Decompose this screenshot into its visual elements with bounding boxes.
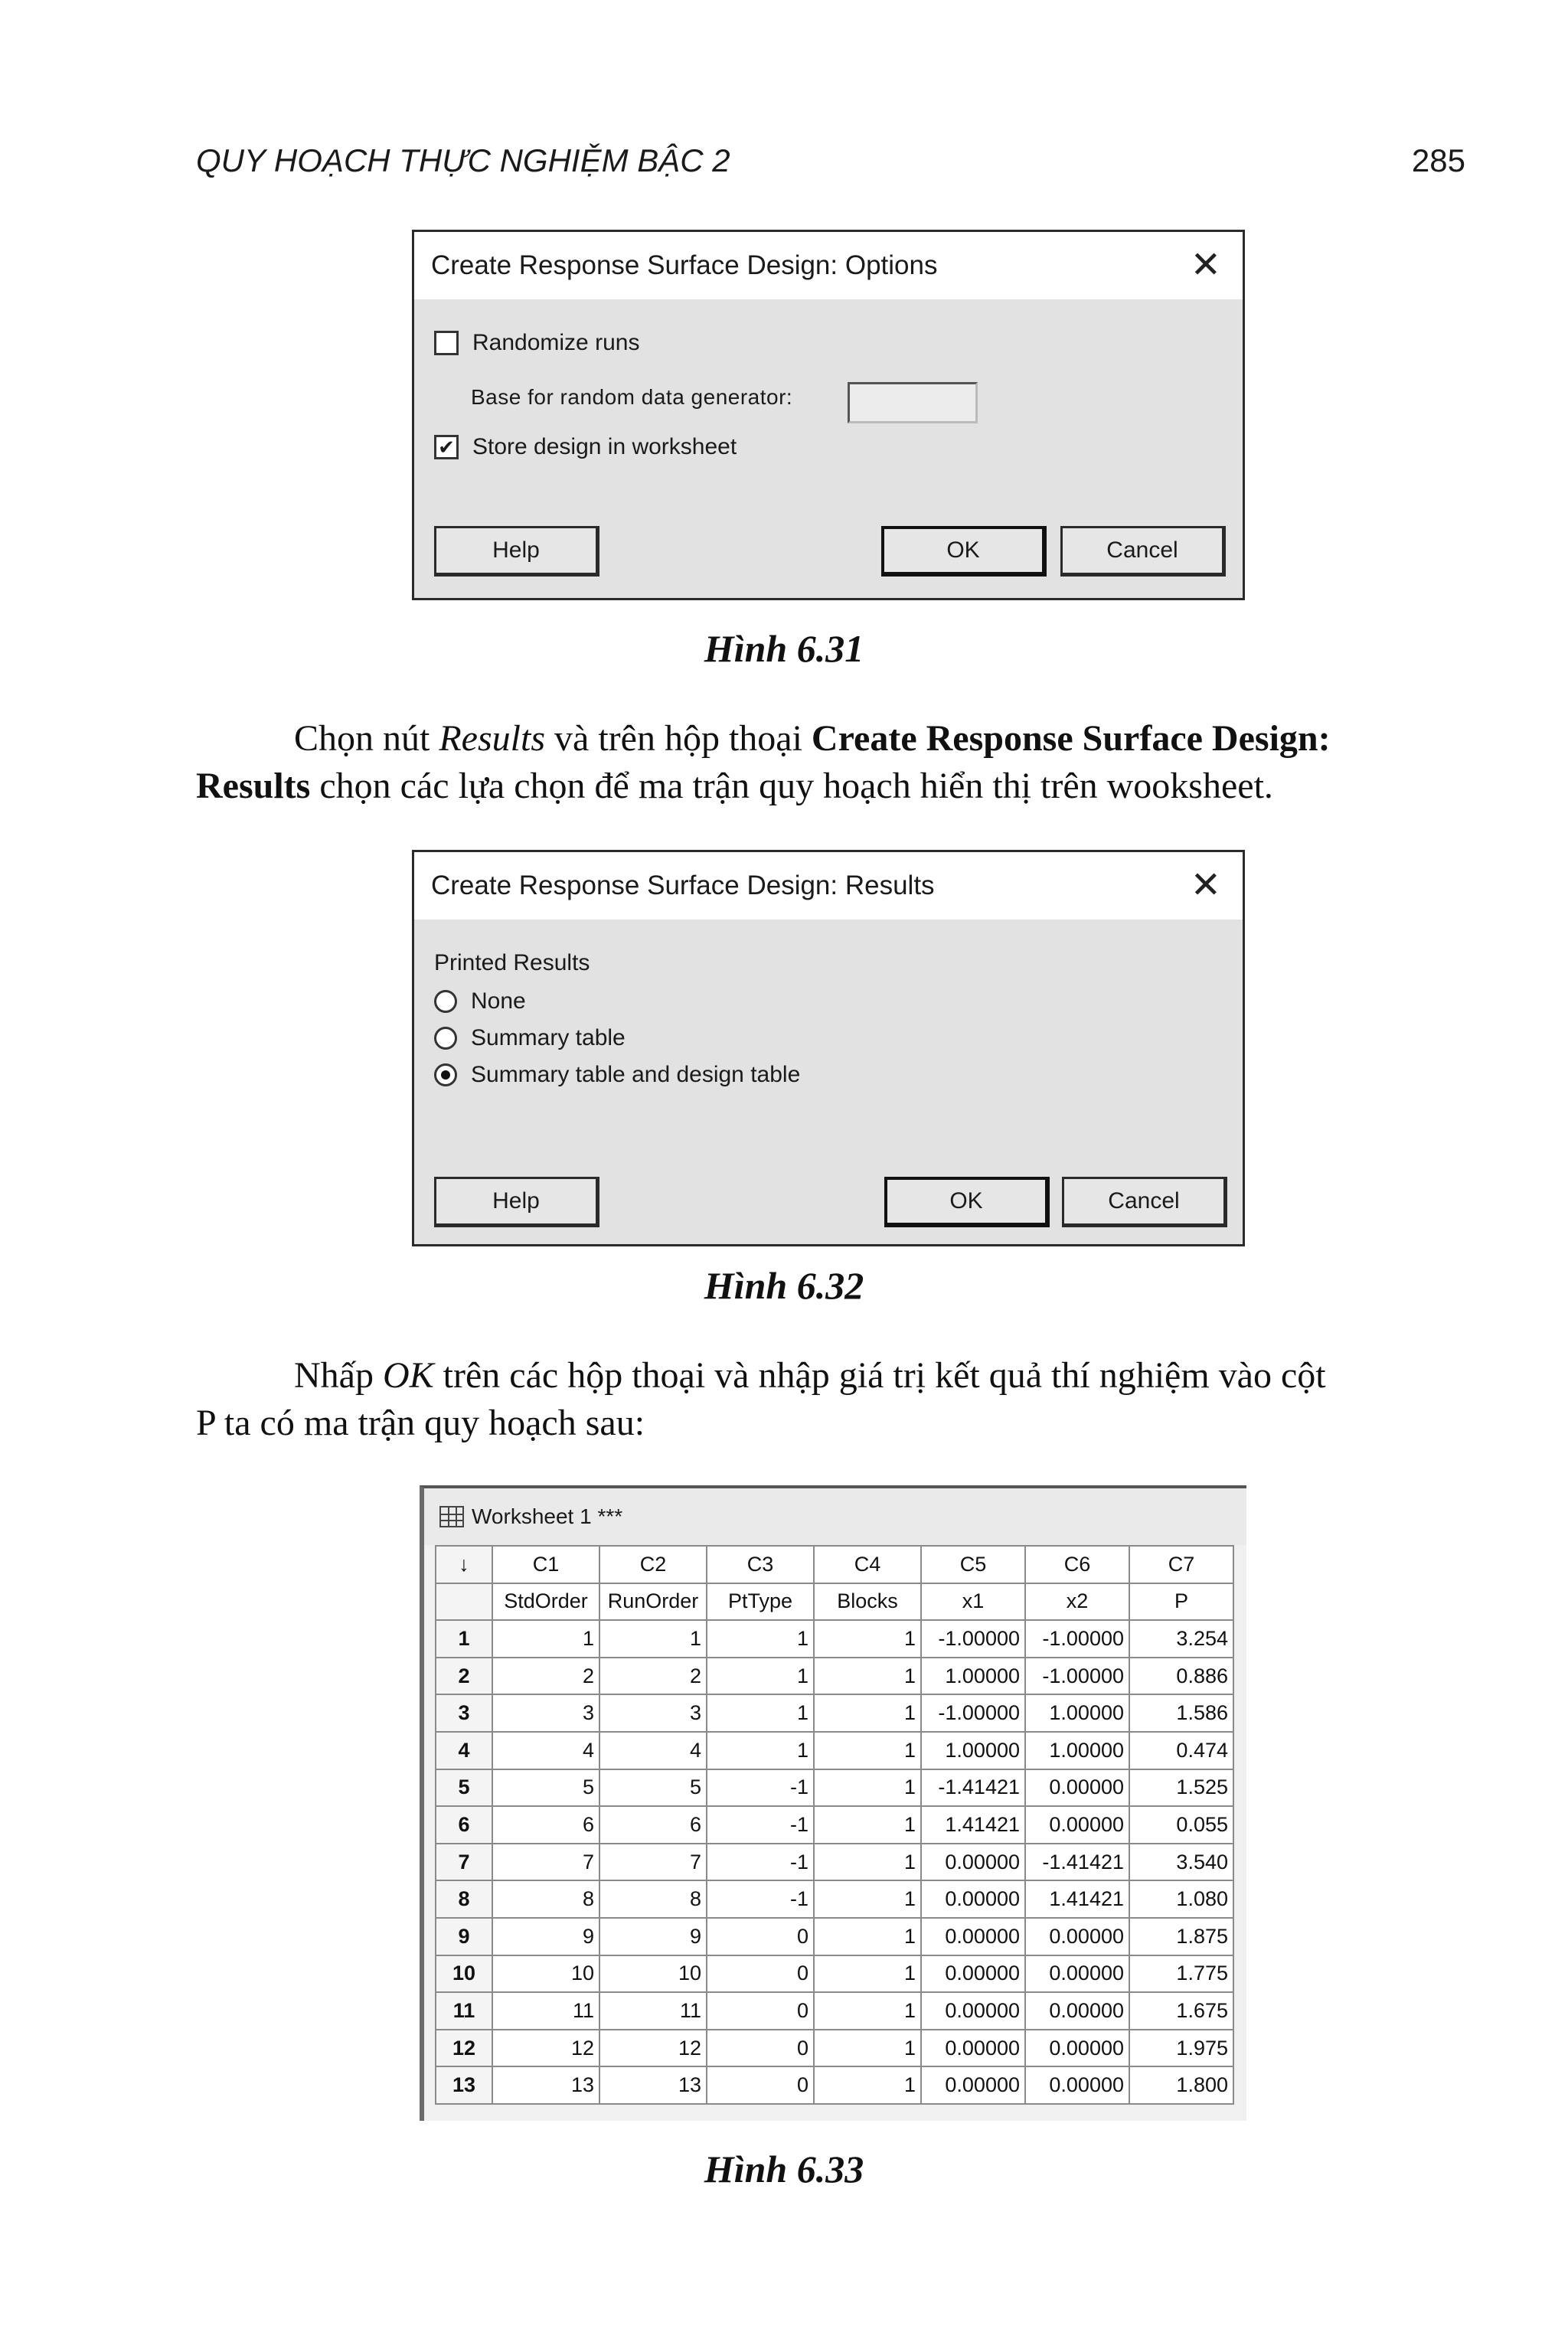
table-cell[interactable]: -1.00000 [1025,1658,1129,1695]
figure-caption-631: Hình 6.31 [704,627,864,670]
table-row [436,1732,1233,1769]
table-cell[interactable]: 0.00000 [921,1880,1025,1918]
table-cell[interactable]: 0.00000 [921,1955,1025,1993]
table-row [436,1694,1233,1732]
table-cell[interactable]: 12 [599,2030,707,2067]
table-cell[interactable]: 1.800 [1129,2066,1233,2104]
column-name[interactable]: Blocks [814,1583,921,1621]
table-cell[interactable]: -1.00000 [1025,1620,1129,1658]
table-row [436,1806,1233,1844]
table-cell[interactable]: 1 [814,1955,921,1993]
ok-button[interactable]: OK [884,1177,1050,1227]
row-number[interactable]: 1 [436,1620,492,1658]
close-icon[interactable]: ✕ [1190,245,1221,286]
check-mark-icon: ✔ [438,436,455,459]
table-cell[interactable]: 1 [814,1694,921,1732]
column-id[interactable]: C2 [599,1546,707,1583]
table-row [436,1955,1233,1993]
column-id[interactable]: C6 [1025,1546,1129,1583]
table-cell[interactable]: 13 [492,2066,599,2104]
table-row [436,1658,1233,1695]
store-design-label: Store design in worksheet [472,434,737,459]
worksheet-table[interactable] [435,1545,1234,2105]
radio-icon[interactable] [434,1027,457,1050]
table-cell[interactable]: 8 [492,1880,599,1918]
table-cell[interactable]: 5 [599,1769,707,1807]
table-cell[interactable]: 1 [814,1918,921,1955]
table-cell[interactable]: -1.00000 [921,1694,1025,1732]
column-name[interactable]: RunOrder [599,1583,707,1621]
column-id[interactable]: C1 [492,1546,599,1583]
radio-none[interactable] [434,988,526,1014]
table-cell[interactable]: 1 [814,1992,921,2030]
table-cell[interactable]: 4 [492,1732,599,1769]
row-number[interactable]: 5 [436,1769,492,1807]
column-id[interactable]: C4 [814,1546,921,1583]
options-dialog [412,230,1245,600]
radio-none-label: None [471,988,526,1014]
worksheet-grid-icon [439,1506,464,1527]
table-cell[interactable]: -1 [707,1769,814,1807]
paragraph-line: Results chọn các lựa chọn để ma trận quy hoạch hiển thị trên wooksheet. [196,766,1273,806]
worksheet-titlebar [424,1488,1246,1545]
table-cell[interactable]: 0.00000 [921,1992,1025,2030]
results-dialog-title: Create Response Surface Design: Results [431,871,935,900]
column-id[interactable]: C7 [1129,1546,1233,1583]
table-cell[interactable]: 0.886 [1129,1658,1233,1695]
cancel-button[interactable]: Cancel [1060,526,1226,577]
table-cell[interactable]: 1 [492,1620,599,1658]
paragraph-ok [196,1352,1467,1447]
table-row [436,1880,1233,1918]
paragraph-results [196,715,1467,810]
column-name[interactable]: PtType [707,1583,814,1621]
row-number[interactable]: 10 [436,1955,492,1993]
table-cell[interactable]: 1 [599,1620,707,1658]
page-number: 285 [1411,142,1465,178]
row-number[interactable]: 11 [436,1992,492,2030]
radio-summary-design-label: Summary table and design table [471,1062,801,1087]
row-number[interactable]: 4 [436,1732,492,1769]
help-button[interactable]: Help [434,526,599,577]
table-cell[interactable]: 0.00000 [1025,2066,1129,2104]
table-cell[interactable]: 1.00000 [921,1732,1025,1769]
table-cell[interactable]: 11 [492,1992,599,2030]
options-dialog-title: Create Response Surface Design: Options [431,250,938,280]
base-generator-row [471,385,792,410]
radio-summary-design-table[interactable] [434,1062,800,1088]
row-number[interactable]: 8 [436,1880,492,1918]
table-cell[interactable]: 1 [814,1658,921,1695]
table-cell[interactable]: -1.41421 [921,1769,1025,1807]
table-cell[interactable]: 1 [707,1694,814,1732]
table-cell[interactable]: 1 [814,1806,921,1844]
column-id-row [436,1546,1233,1583]
table-cell[interactable]: 0.055 [1129,1806,1233,1844]
results-dialog [412,850,1245,1246]
table-cell[interactable]: 7 [492,1844,599,1881]
table-cell[interactable]: 11 [599,1992,707,2030]
table-cell[interactable]: 5 [492,1769,599,1807]
column-name-corner [436,1583,492,1621]
table-cell[interactable]: 10 [599,1955,707,1993]
worksheet-title: Worksheet 1 *** [472,1504,623,1528]
table-cell[interactable]: 0.00000 [1025,1992,1129,2030]
table-cell[interactable]: 1 [707,1658,814,1695]
row-number[interactable]: 12 [436,2030,492,2067]
column-name[interactable]: x2 [1025,1583,1129,1621]
close-icon[interactable]: ✕ [1190,865,1221,906]
table-row [436,1918,1233,1955]
table-cell[interactable]: 1.586 [1129,1694,1233,1732]
table-cell[interactable]: 0.00000 [1025,1806,1129,1844]
table-cell[interactable]: 3.540 [1129,1844,1233,1881]
paragraph-line: Nhấp OK trên các hộp thoại và nhập giá trị kết quả thí nghiệm vào cột [294,1355,1326,1396]
radio-icon[interactable] [434,990,457,1013]
table-cell[interactable]: 12 [492,2030,599,2067]
table-cell[interactable]: 1 [707,1732,814,1769]
column-name-row [436,1583,1233,1621]
table-cell[interactable]: -1.41421 [1025,1844,1129,1881]
results-dialog-titlebar [414,852,1243,920]
table-cell[interactable]: 0.00000 [1025,1918,1129,1955]
paragraph-line: Chọn nút Results và trên hộp thoại Create Response Surface Design: [294,718,1331,759]
radio-summary-label: Summary table [471,1025,626,1050]
table-cell[interactable]: 1 [707,1620,814,1658]
table-cell[interactable]: 3 [599,1694,707,1732]
table-cell[interactable]: 8 [599,1880,707,1918]
printed-results-label: Printed Results [434,950,590,975]
table-cell[interactable]: 1.00000 [921,1658,1025,1695]
table-cell[interactable]: 0.00000 [1025,2030,1129,2067]
table-cell[interactable]: 1 [814,1620,921,1658]
table-cell[interactable]: 1 [814,1880,921,1918]
table-cell[interactable]: -1.00000 [921,1620,1025,1658]
table-cell[interactable]: 1 [814,2066,921,2104]
base-generator-input[interactable] [848,382,978,423]
worksheet-body [436,1620,1233,2104]
table-cell[interactable]: 0 [707,1955,814,1993]
row-number[interactable]: 13 [436,2066,492,2104]
table-cell[interactable]: 0.474 [1129,1732,1233,1769]
table-cell[interactable]: 6 [599,1806,707,1844]
table-row [436,1769,1233,1807]
figure-caption-632: Hình 6.32 [704,1264,864,1307]
randomize-runs-checkbox[interactable] [434,331,459,355]
store-design-checkbox-row[interactable] [434,434,737,460]
base-generator-label: Base for random data generator: [471,385,793,409]
table-cell[interactable]: 7 [599,1844,707,1881]
table-cell[interactable]: 0.00000 [921,1844,1025,1881]
row-number[interactable]: 2 [436,1658,492,1695]
help-button[interactable]: Help [434,1177,599,1227]
table-cell[interactable]: 0.00000 [921,2030,1025,2067]
row-number[interactable]: 7 [436,1844,492,1881]
running-title: QUY HOẠCH THỰC NGHIỆM BẬC 2 [196,142,730,178]
options-dialog-titlebar [414,232,1243,299]
radio-summary-table[interactable] [434,1025,626,1051]
table-cell[interactable]: 1.00000 [1025,1732,1129,1769]
table-cell[interactable]: 9 [492,1918,599,1955]
worksheet-window [420,1485,1246,2121]
store-design-checkbox[interactable] [434,435,459,459]
table-row [436,2066,1233,2104]
table-cell[interactable]: 1.975 [1129,2030,1233,2067]
table-cell[interactable]: -1 [707,1880,814,1918]
data-direction-arrow-icon[interactable]: ↓ [436,1546,492,1583]
table-cell[interactable]: 0 [707,1992,814,2030]
table-row [436,1992,1233,2030]
table-cell[interactable]: 1 [814,2030,921,2067]
column-id[interactable]: C5 [921,1546,1025,1583]
table-cell[interactable]: 4 [599,1732,707,1769]
figure-caption-633: Hình 6.33 [704,2148,864,2190]
table-cell[interactable]: 0.00000 [921,2066,1025,2104]
table-row [436,1844,1233,1881]
table-cell[interactable]: 1.875 [1129,1918,1233,1955]
table-cell[interactable]: 6 [492,1806,599,1844]
table-cell[interactable]: 1 [814,1732,921,1769]
table-cell[interactable]: 10 [492,1955,599,1993]
table-cell[interactable]: 13 [599,2066,707,2104]
table-cell[interactable]: 1.00000 [1025,1694,1129,1732]
table-cell[interactable]: 1 [814,1769,921,1807]
table-row [436,1620,1233,1658]
table-cell[interactable]: 0 [707,2030,814,2067]
table-cell[interactable]: 1 [814,1844,921,1881]
table-cell[interactable]: 1.525 [1129,1769,1233,1807]
table-cell[interactable]: -1 [707,1806,814,1844]
table-cell[interactable]: 2 [599,1658,707,1695]
randomize-runs-label: Randomize runs [472,330,640,355]
table-cell[interactable]: 1.080 [1129,1880,1233,1918]
table-cell[interactable]: 1.41421 [921,1806,1025,1844]
table-cell[interactable]: 0.00000 [1025,1955,1129,1993]
table-cell[interactable]: 2 [492,1658,599,1695]
table-cell[interactable]: 3.254 [1129,1620,1233,1658]
ok-button[interactable]: OK [881,526,1047,577]
table-cell[interactable]: 1.675 [1129,1992,1233,2030]
table-cell[interactable]: -1 [707,1844,814,1881]
table-cell[interactable]: 9 [599,1918,707,1955]
table-row [436,2030,1233,2067]
row-number[interactable]: 9 [436,1918,492,1955]
column-id[interactable]: C3 [707,1546,814,1583]
table-cell[interactable]: 0 [707,1918,814,1955]
table-cell[interactable]: 1.41421 [1025,1880,1129,1918]
cancel-button[interactable]: Cancel [1062,1177,1227,1227]
randomize-runs-checkbox-row[interactable] [434,330,639,356]
column-name[interactable]: StdOrder [492,1583,599,1621]
column-name[interactable]: x1 [921,1583,1025,1621]
paragraph-line: P ta có ma trận quy hoạch sau: [196,1403,645,1443]
table-cell[interactable]: 0.00000 [1025,1769,1129,1807]
row-number[interactable]: 6 [436,1806,492,1844]
table-cell[interactable]: 3 [492,1694,599,1732]
column-name[interactable]: P [1129,1583,1233,1621]
radio-selected-icon[interactable] [434,1063,457,1086]
table-cell[interactable]: 0.00000 [921,1918,1025,1955]
row-number[interactable]: 3 [436,1694,492,1732]
table-cell[interactable]: 1.775 [1129,1955,1233,1993]
table-cell[interactable]: 0 [707,2066,814,2104]
